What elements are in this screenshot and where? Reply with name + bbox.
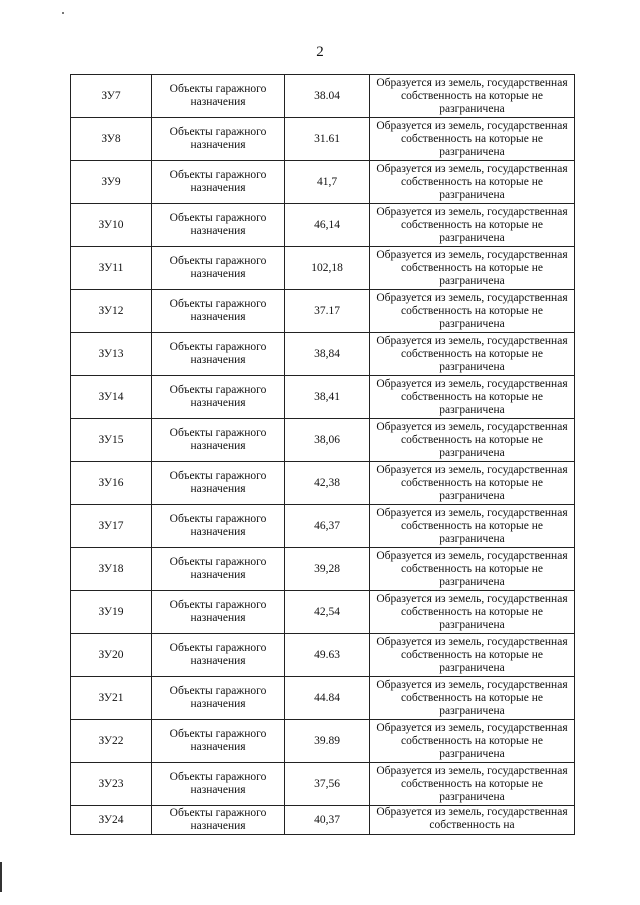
note-cell: Образуется из земель, государственная собственность на которые не разграничена	[370, 634, 575, 677]
plot-id-cell: ЗУ18	[71, 548, 152, 591]
table-row	[71, 333, 575, 376]
purpose-cell: Объекты гаражного назначения	[152, 591, 285, 634]
note-cell: Образуется из земель, государственная собственность на которые не разграничена	[370, 118, 575, 161]
table-row	[71, 634, 575, 677]
area-cell: 40,37	[285, 806, 370, 835]
table-row	[71, 376, 575, 419]
note-cell: Образуется из земель, государственная собственность на которые не разграничена	[370, 247, 575, 290]
purpose-cell: Объекты гаражного назначения	[152, 677, 285, 720]
note-cell: Образуется из земель, государственная собственность на которые не разграничена	[370, 763, 575, 806]
plot-id-cell: ЗУ17	[71, 505, 152, 548]
plot-id-cell: ЗУ24	[71, 806, 152, 835]
purpose-cell: Объекты гаражного назначения	[152, 548, 285, 591]
scan-speck	[62, 12, 64, 14]
note-cell: Образуется из земель, государственная собственность на которые не разграничена	[370, 75, 575, 118]
area-cell: 49.63	[285, 634, 370, 677]
plot-id-cell: ЗУ20	[71, 634, 152, 677]
table-row	[71, 505, 575, 548]
land-plots-table	[70, 74, 575, 835]
plot-id-cell: ЗУ13	[71, 333, 152, 376]
table-row	[71, 204, 575, 247]
area-cell: 42,54	[285, 591, 370, 634]
table-row	[71, 161, 575, 204]
area-cell: 38,06	[285, 419, 370, 462]
page-number: 2	[316, 44, 324, 60]
area-cell: 38,84	[285, 333, 370, 376]
purpose-cell: Объекты гаражного назначения	[152, 161, 285, 204]
table-body	[71, 75, 575, 835]
area-cell: 46,14	[285, 204, 370, 247]
plot-id-cell: ЗУ21	[71, 677, 152, 720]
plot-id-cell: ЗУ9	[71, 161, 152, 204]
area-cell: 38.04	[285, 75, 370, 118]
note-cell: Образуется из земель, государственная собственность на	[370, 806, 575, 835]
table-row	[71, 462, 575, 505]
scan-edge-mark	[0, 862, 2, 892]
purpose-cell: Объекты гаражного назначения	[152, 419, 285, 462]
note-cell: Образуется из земель, государственная собственность на которые не разграничена	[370, 677, 575, 720]
purpose-cell: Объекты гаражного назначения	[152, 720, 285, 763]
table-row	[71, 763, 575, 806]
area-cell: 44.84	[285, 677, 370, 720]
purpose-cell: Объекты гаражного назначения	[152, 75, 285, 118]
table-row	[71, 247, 575, 290]
table-row	[71, 118, 575, 161]
note-cell: Образуется из земель, государственная собственность на которые не разграничена	[370, 290, 575, 333]
plot-id-cell: ЗУ8	[71, 118, 152, 161]
plot-id-cell: ЗУ22	[71, 720, 152, 763]
plot-id-cell: ЗУ7	[71, 75, 152, 118]
purpose-cell: Объекты гаражного назначения	[152, 763, 285, 806]
purpose-cell: Объекты гаражного назначения	[152, 505, 285, 548]
area-cell: 37,56	[285, 763, 370, 806]
area-cell: 37.17	[285, 290, 370, 333]
purpose-cell: Объекты гаражного назначения	[152, 247, 285, 290]
purpose-cell: Объекты гаражного назначения	[152, 290, 285, 333]
note-cell: Образуется из земель, государственная собственность на которые не разграничена	[370, 419, 575, 462]
table-row	[71, 548, 575, 591]
note-cell: Образуется из земель, государственная собственность на которые не разграничена	[370, 548, 575, 591]
table-row	[71, 419, 575, 462]
purpose-cell: Объекты гаражного назначения	[152, 806, 285, 835]
purpose-cell: Объекты гаражного назначения	[152, 118, 285, 161]
plot-id-cell: ЗУ19	[71, 591, 152, 634]
note-cell: Образуется из земель, государственная собственность на которые не разграничена	[370, 591, 575, 634]
plot-id-cell: ЗУ10	[71, 204, 152, 247]
table-row	[71, 677, 575, 720]
area-cell: 39,28	[285, 548, 370, 591]
note-cell: Образуется из земель, государственная собственность на которые не разграничена	[370, 204, 575, 247]
area-cell: 42,38	[285, 462, 370, 505]
plot-id-cell: ЗУ11	[71, 247, 152, 290]
note-cell: Образуется из земель, государственная собственность на которые не разграничена	[370, 333, 575, 376]
note-cell: Образуется из земель, государственная собственность на которые не разграничена	[370, 505, 575, 548]
table-row	[71, 591, 575, 634]
purpose-cell: Объекты гаражного назначения	[152, 376, 285, 419]
plot-id-cell: ЗУ12	[71, 290, 152, 333]
note-cell: Образуется из земель, государственная собственность на которые не разграничена	[370, 720, 575, 763]
area-cell: 31.61	[285, 118, 370, 161]
note-cell: Образуется из земель, государственная собственность на которые не разграничена	[370, 161, 575, 204]
area-cell: 46,37	[285, 505, 370, 548]
area-cell: 38,41	[285, 376, 370, 419]
table-row	[71, 806, 575, 835]
plot-id-cell: ЗУ15	[71, 419, 152, 462]
purpose-cell: Объекты гаражного назначения	[152, 634, 285, 677]
area-cell: 39.89	[285, 720, 370, 763]
purpose-cell: Объекты гаражного назначения	[152, 462, 285, 505]
area-cell: 102,18	[285, 247, 370, 290]
note-cell: Образуется из земель, государственная собственность на которые не разграничена	[370, 462, 575, 505]
table-row	[71, 290, 575, 333]
note-cell: Образуется из земель, государственная собственность на которые не разграничена	[370, 376, 575, 419]
plot-id-cell: ЗУ14	[71, 376, 152, 419]
table-row	[71, 75, 575, 118]
table-row	[71, 720, 575, 763]
plot-id-cell: ЗУ23	[71, 763, 152, 806]
area-cell: 41,7	[285, 161, 370, 204]
purpose-cell: Объекты гаражного назначения	[152, 204, 285, 247]
purpose-cell: Объекты гаражного назначения	[152, 333, 285, 376]
plot-id-cell: ЗУ16	[71, 462, 152, 505]
